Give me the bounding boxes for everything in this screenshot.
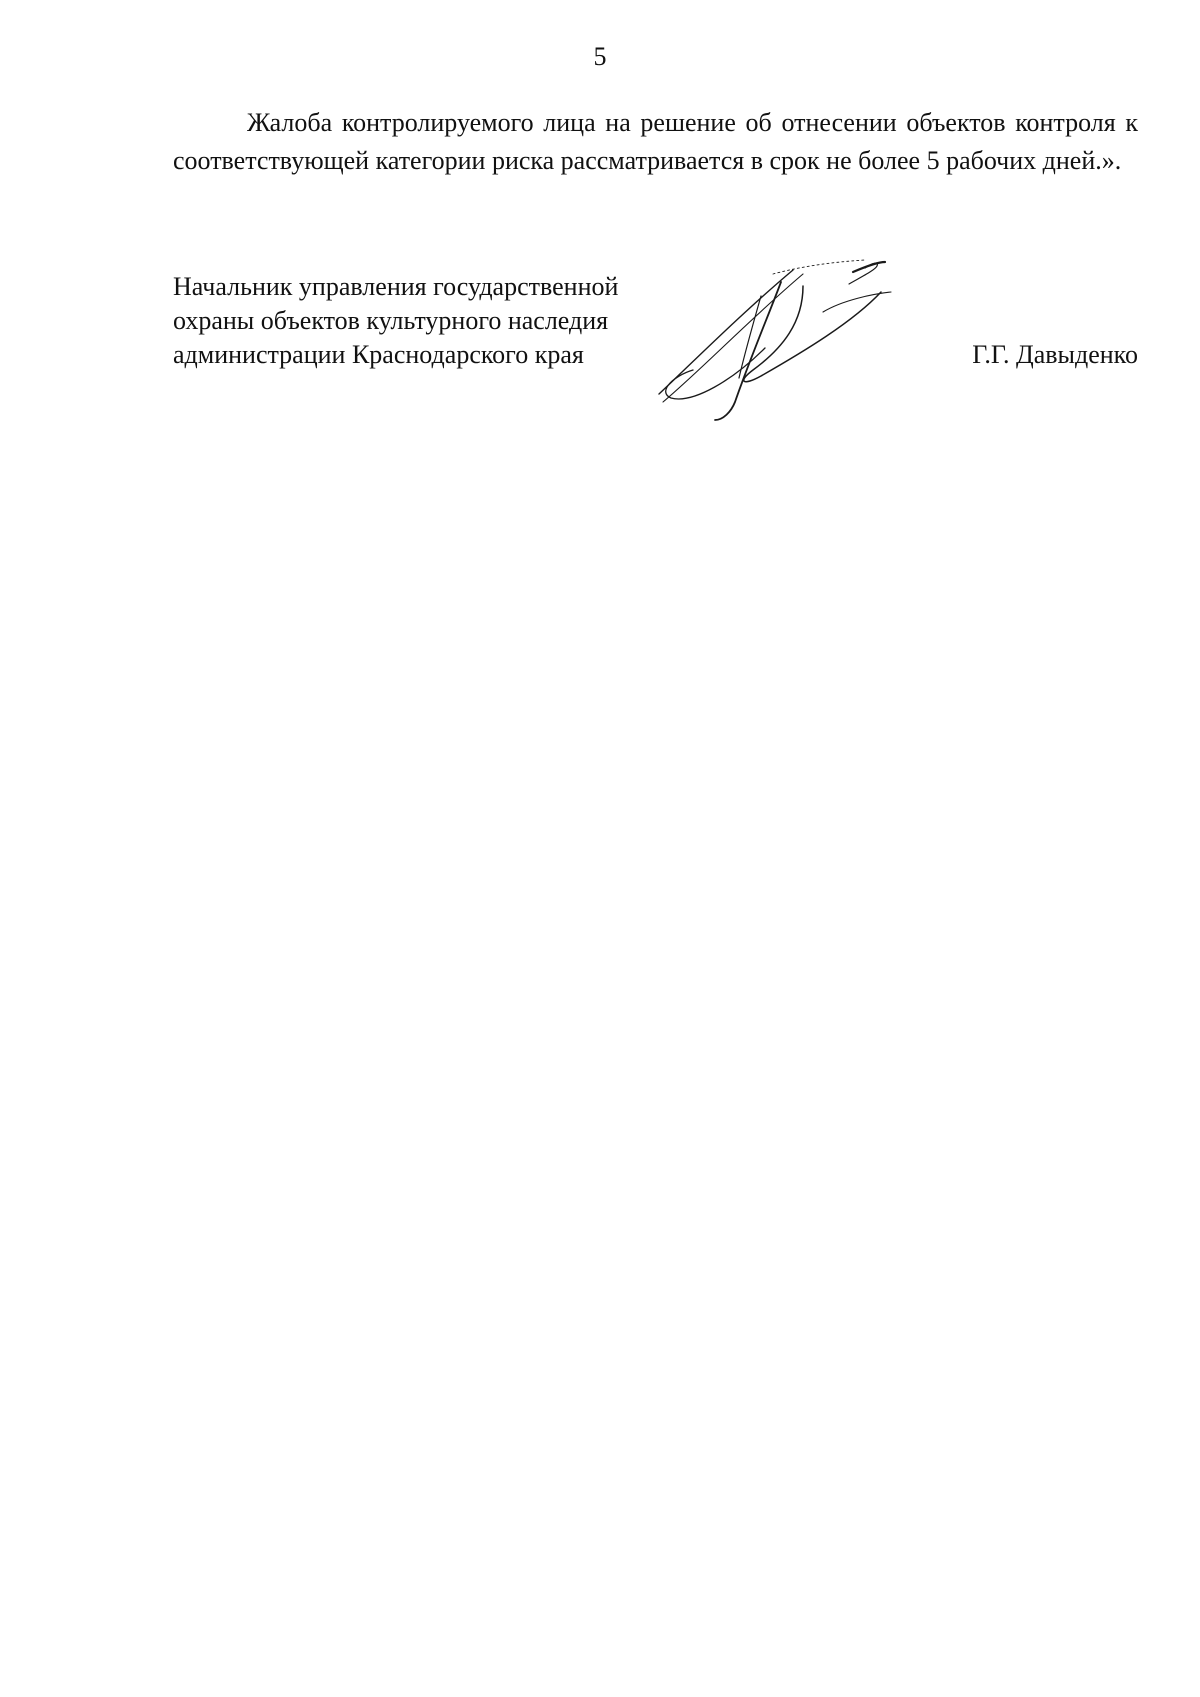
signer-name: Г.Г. Давыденко: [972, 340, 1138, 369]
signer-position: [173, 270, 618, 372]
signer-position-line: администрации Краснодарского края: [173, 340, 584, 369]
signer-position-line: Начальник управления государственной: [173, 272, 619, 301]
body-paragraph: Жалоба контролируемого лица на решение об отнесении объектов контроля к соответствующей категории риска рассматривается в срок не более 5 рабочих дней.».: [173, 108, 1138, 175]
page-number: 5: [593, 42, 607, 71]
signature-block: [173, 270, 1138, 420]
signer-position-line: охраны объектов культурного наследия: [173, 306, 609, 335]
handwritten-signature: [653, 252, 893, 422]
